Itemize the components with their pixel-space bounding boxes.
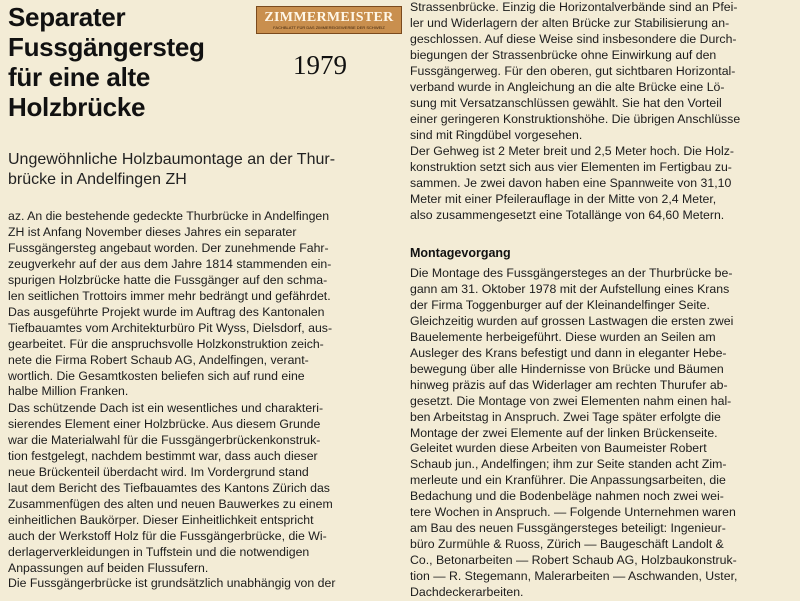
text-line: Tiefbauamtes vom Architekturbüro Pit Wyss, Dielsdorf, aus- bbox=[8, 320, 333, 335]
text-line: tion festgelegt, nachdem bestimmt war, dass auch dieser bbox=[8, 448, 318, 463]
text-line: geschlossen. Auf diese Weise sind insbesondere die Durch- bbox=[410, 31, 737, 46]
text-line: laut dem Bericht des Tiefbauamtes des Kantons Zürich das bbox=[8, 480, 330, 495]
text-line: Das schützende Dach ist ein wesentliches und charakteri- bbox=[8, 401, 324, 415]
text-line: derlagerverkleidungen in Tuffstein und die notwendigen bbox=[8, 544, 310, 559]
text-line: Gleichzeitig wurden auf grossen Lastwagen die ersten zwei bbox=[410, 313, 734, 328]
article-subtitle bbox=[8, 150, 408, 190]
text-line: gann am 31. Oktober 1978 mit der Aufstellung eines Krans bbox=[410, 281, 730, 296]
subtitle-line: Ungewöhnliche Holzbaumontage an der Thur- bbox=[8, 151, 336, 168]
text-line: verband wurde in Angleichung an die alte Brücke eine Lö- bbox=[410, 79, 725, 94]
text-line: sierendes Element einer Holzbrücke. Aus diesem Grunde bbox=[8, 416, 321, 431]
text-line: einer geringeren Konstruktionshöhe. Die übrigen Anschlüsse bbox=[410, 111, 741, 126]
text-line: wortlich. Die Gesamtkosten beliefen sich auf rund eine bbox=[8, 368, 305, 383]
article-headline bbox=[8, 2, 258, 122]
text-line: Der Gehweg ist 2 Meter breit und 2,5 Meter hoch. Die Holz- bbox=[410, 144, 734, 158]
text-line: Zusammenfügen des alten und neuen Bauwerkes zu einem bbox=[8, 496, 333, 511]
left-paragraph-1 bbox=[8, 209, 400, 400]
text-line: sind mit Ringdübel vorgesehen. bbox=[410, 127, 583, 142]
headline-line: für eine alte bbox=[8, 62, 151, 92]
text-line: ZH ist Anfang November dieses Jahres ein separater bbox=[8, 224, 297, 239]
text-line: büro Zurmühle & Ruoss, Zürich — Baugeschäft Landolt & bbox=[410, 537, 724, 552]
text-line: Strassenbrücke. Einzig die Horizontalverbände sind an Pfei- bbox=[410, 0, 738, 14]
text-line: Geleitet wurden diese Arbeiten von Baumeister Robert bbox=[410, 441, 707, 456]
text-line: biegungen der Strassenbrücke ohne Einwirkung auf den bbox=[410, 47, 717, 62]
text-line: zeugverkehr auf der aus dem Jahre 1814 stammenden ein- bbox=[8, 256, 332, 271]
text-line: Fussgängersteg angebaut worden. Der zunehmende Fahr- bbox=[8, 240, 329, 255]
text-line: Schaub jun., Andelfingen; ihm zur Seite standen acht Zim- bbox=[410, 457, 727, 472]
text-line: merleute und ein Kranführer. Die Anpassungsarbeiten, die bbox=[410, 473, 726, 488]
text-line: Die Montage des Fussgängersteges an der Thurbrücke be- bbox=[410, 266, 733, 280]
headline-line: Separater bbox=[8, 2, 126, 32]
text-line: Ausleger des Krans befestigt und dann in eleganter Hebe- bbox=[410, 345, 727, 360]
text-line: Montage der zwei Elemente auf der linken Brückenseite. bbox=[410, 425, 718, 440]
right-paragraph-3 bbox=[410, 266, 798, 601]
publication-year: 1979 bbox=[293, 50, 347, 80]
text-line: hinweg präzis auf das Widerlager am rechten Thurufer ab- bbox=[410, 377, 728, 392]
text-line: sammen. Je zwei davon haben eine Spannweite von 31,10 bbox=[410, 175, 732, 190]
text-line: len seitlichen Trottoirs immer mehr bedrängt und gefährdet. bbox=[8, 288, 331, 303]
text-line: tion — R. Stegemann, Malerarbeiten — Aschwanden, Uster, bbox=[410, 569, 738, 584]
logo-name: ZIMMERMEISTER bbox=[264, 10, 394, 25]
text-line: Bauelemente herbeigeführt. Diese wurden an Seilen am bbox=[410, 329, 716, 344]
text-line: auch der Werkstoff Holz für die Fussgängerbrücke, die Wi- bbox=[8, 528, 327, 543]
text-line: halbe Million Franken. bbox=[8, 384, 129, 399]
text-line: war die Materialwahl für die Fussgängerbrückenkonstruk- bbox=[8, 432, 321, 447]
text-line: ben Arbeitstag in Anspruch. Zwei Tage später erfolgte die bbox=[410, 409, 721, 424]
text-line: nete die Firma Robert Schaub AG, Andelfingen, verant- bbox=[8, 352, 309, 367]
text-line: sung mit Versatzanschlüssen gewählt. Sie hat den Vorteil bbox=[410, 95, 722, 110]
text-line: Fussgängerweg. Für den oberen, gut sichtbaren Horizontal- bbox=[410, 63, 736, 78]
section-heading-montagevorgang: Montagevorgang bbox=[410, 246, 511, 260]
right-paragraph-1 bbox=[410, 0, 798, 144]
text-line: am Bau des neuen Fussgängersteges beteiligt: Ingenieur- bbox=[410, 521, 726, 536]
text-line: also zusammengesetzt eine Totallänge von 64,60 Metern. bbox=[410, 207, 725, 222]
subtitle-line: brücke in Andelfingen ZH bbox=[8, 171, 187, 188]
headline-line: Fussgängersteg bbox=[8, 32, 205, 62]
left-paragraph-2 bbox=[8, 401, 400, 592]
text-line: konstruktion setzt sich aus vier Elementen im Fertigbau zu- bbox=[410, 159, 732, 174]
text-line: ler und Widerlagern der alten Brücke zur Stabilisierung an- bbox=[410, 15, 730, 30]
text-line: gesetzt. Die Montage von zwei Elementen nahm einen hal- bbox=[410, 393, 732, 408]
zimmermeister-logo bbox=[256, 6, 402, 34]
text-line: Dachdeckerarbeiten. bbox=[410, 585, 524, 600]
text-line: gearbeitet. Für die anspruchsvolle Holzkonstruktion zeich- bbox=[8, 336, 324, 351]
text-line: tere Wochen in Anspruch. — Folgende Unternehmen waren bbox=[410, 505, 736, 520]
text-line: Bedachung und die Bodenbeläge nahmen noch zwei wei- bbox=[410, 489, 724, 504]
logo-tagline: FACHBLATT FÜR DAS ZIMMEREIGEWERBE DER SCHWEIZ bbox=[273, 25, 385, 30]
right-paragraph-2 bbox=[410, 144, 798, 224]
text-line: spurigen Holzbrücke hatte die Fussgänger auf den schma- bbox=[8, 272, 328, 287]
headline-line: Holzbrücke bbox=[8, 92, 146, 122]
text-line: Co., Betonarbeiten — Robert Schaub AG, Holzbaukonstruk- bbox=[410, 553, 737, 568]
text-line: az. An die bestehende gedeckte Thurbrücke in Andelfingen bbox=[8, 209, 330, 223]
text-line: Die Fussgängerbrücke ist grundsätzlich unabhängig von der bbox=[8, 576, 336, 591]
text-line: der Firma Toggenburger auf der Kleinandelfinger Seite. bbox=[410, 297, 710, 312]
text-line: einheitlichen Baukörper. Dieser Einheitlichkeit entspricht bbox=[8, 512, 314, 527]
text-line: Anpassungen auf beiden Flussufern. bbox=[8, 560, 209, 575]
text-line: bewegung über alle Hindernisse von Brücke und Bäumen bbox=[410, 361, 724, 376]
text-line: neue Brückenteil überdacht wird. Im Vordergrund stand bbox=[8, 464, 309, 479]
text-line: Das ausgeführte Projekt wurde im Auftrag des Kantonalen bbox=[8, 304, 325, 319]
text-line: Meter mit einer Pfeilerauflage in der Mitte von 2,4 Meter, bbox=[410, 191, 717, 206]
